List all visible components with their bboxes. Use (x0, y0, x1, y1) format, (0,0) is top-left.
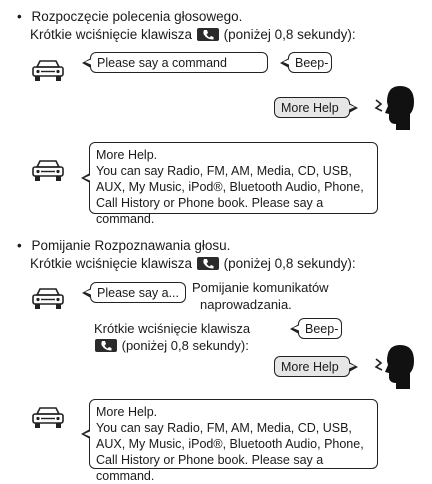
speaking-head-icon (374, 343, 420, 393)
bullet: • (17, 9, 22, 24)
system-prompt-bubble: Please say a... (90, 282, 186, 303)
voice-command-key-icon (95, 339, 117, 352)
car-icon (30, 405, 66, 431)
system-prompt-bubble: Please say a command (90, 52, 268, 73)
section1-instruction: Krótkie wciśnięcie klawisza (poniżej 0,8 sekundy): (30, 27, 356, 42)
bullet: • (17, 238, 22, 253)
car-icon (30, 286, 66, 312)
speaking-head-icon (374, 84, 420, 134)
section2-title-line (17, 237, 230, 254)
voice-command-key-icon (197, 28, 219, 41)
beep-bubble: Beep- (288, 52, 332, 73)
beep-bubble: Beep- (298, 318, 342, 339)
section1-title-line (17, 8, 242, 25)
section2-title: Pomijanie Rozpoznawania głosu. (31, 238, 231, 253)
help-response-bubble: More Help. You can say Radio, FM, AM, Media, CD, USB, AUX, My Music, iPod®, Bluetooth Audio, Phone, Call History or Phone book. Please say a command. (89, 142, 378, 214)
press-key-note: Krótkie wciśnięcie klawisza (poniżej 0,8 sekundy): (94, 321, 251, 353)
help-response-bubble: More Help. You can say Radio, FM, AM, Media, CD, USB, AUX, My Music, iPod®, Bluetooth Audio, Phone, Call History or Phone book. Please say a command. (89, 399, 378, 469)
user-utterance-bubble: More Help (274, 356, 350, 377)
skip-prompt-note: Pomijanie komunikatów naprowadzania. (192, 280, 329, 312)
car-icon (30, 158, 66, 184)
car-icon (30, 58, 66, 84)
user-utterance-bubble: More Help (274, 97, 350, 118)
section1-title: Rozpoczęcie polecenia głosowego. (31, 9, 243, 24)
section2-instruction: Krótkie wciśnięcie klawisza (poniżej 0,8 sekundy): (30, 256, 356, 271)
voice-command-key-icon (197, 257, 219, 270)
